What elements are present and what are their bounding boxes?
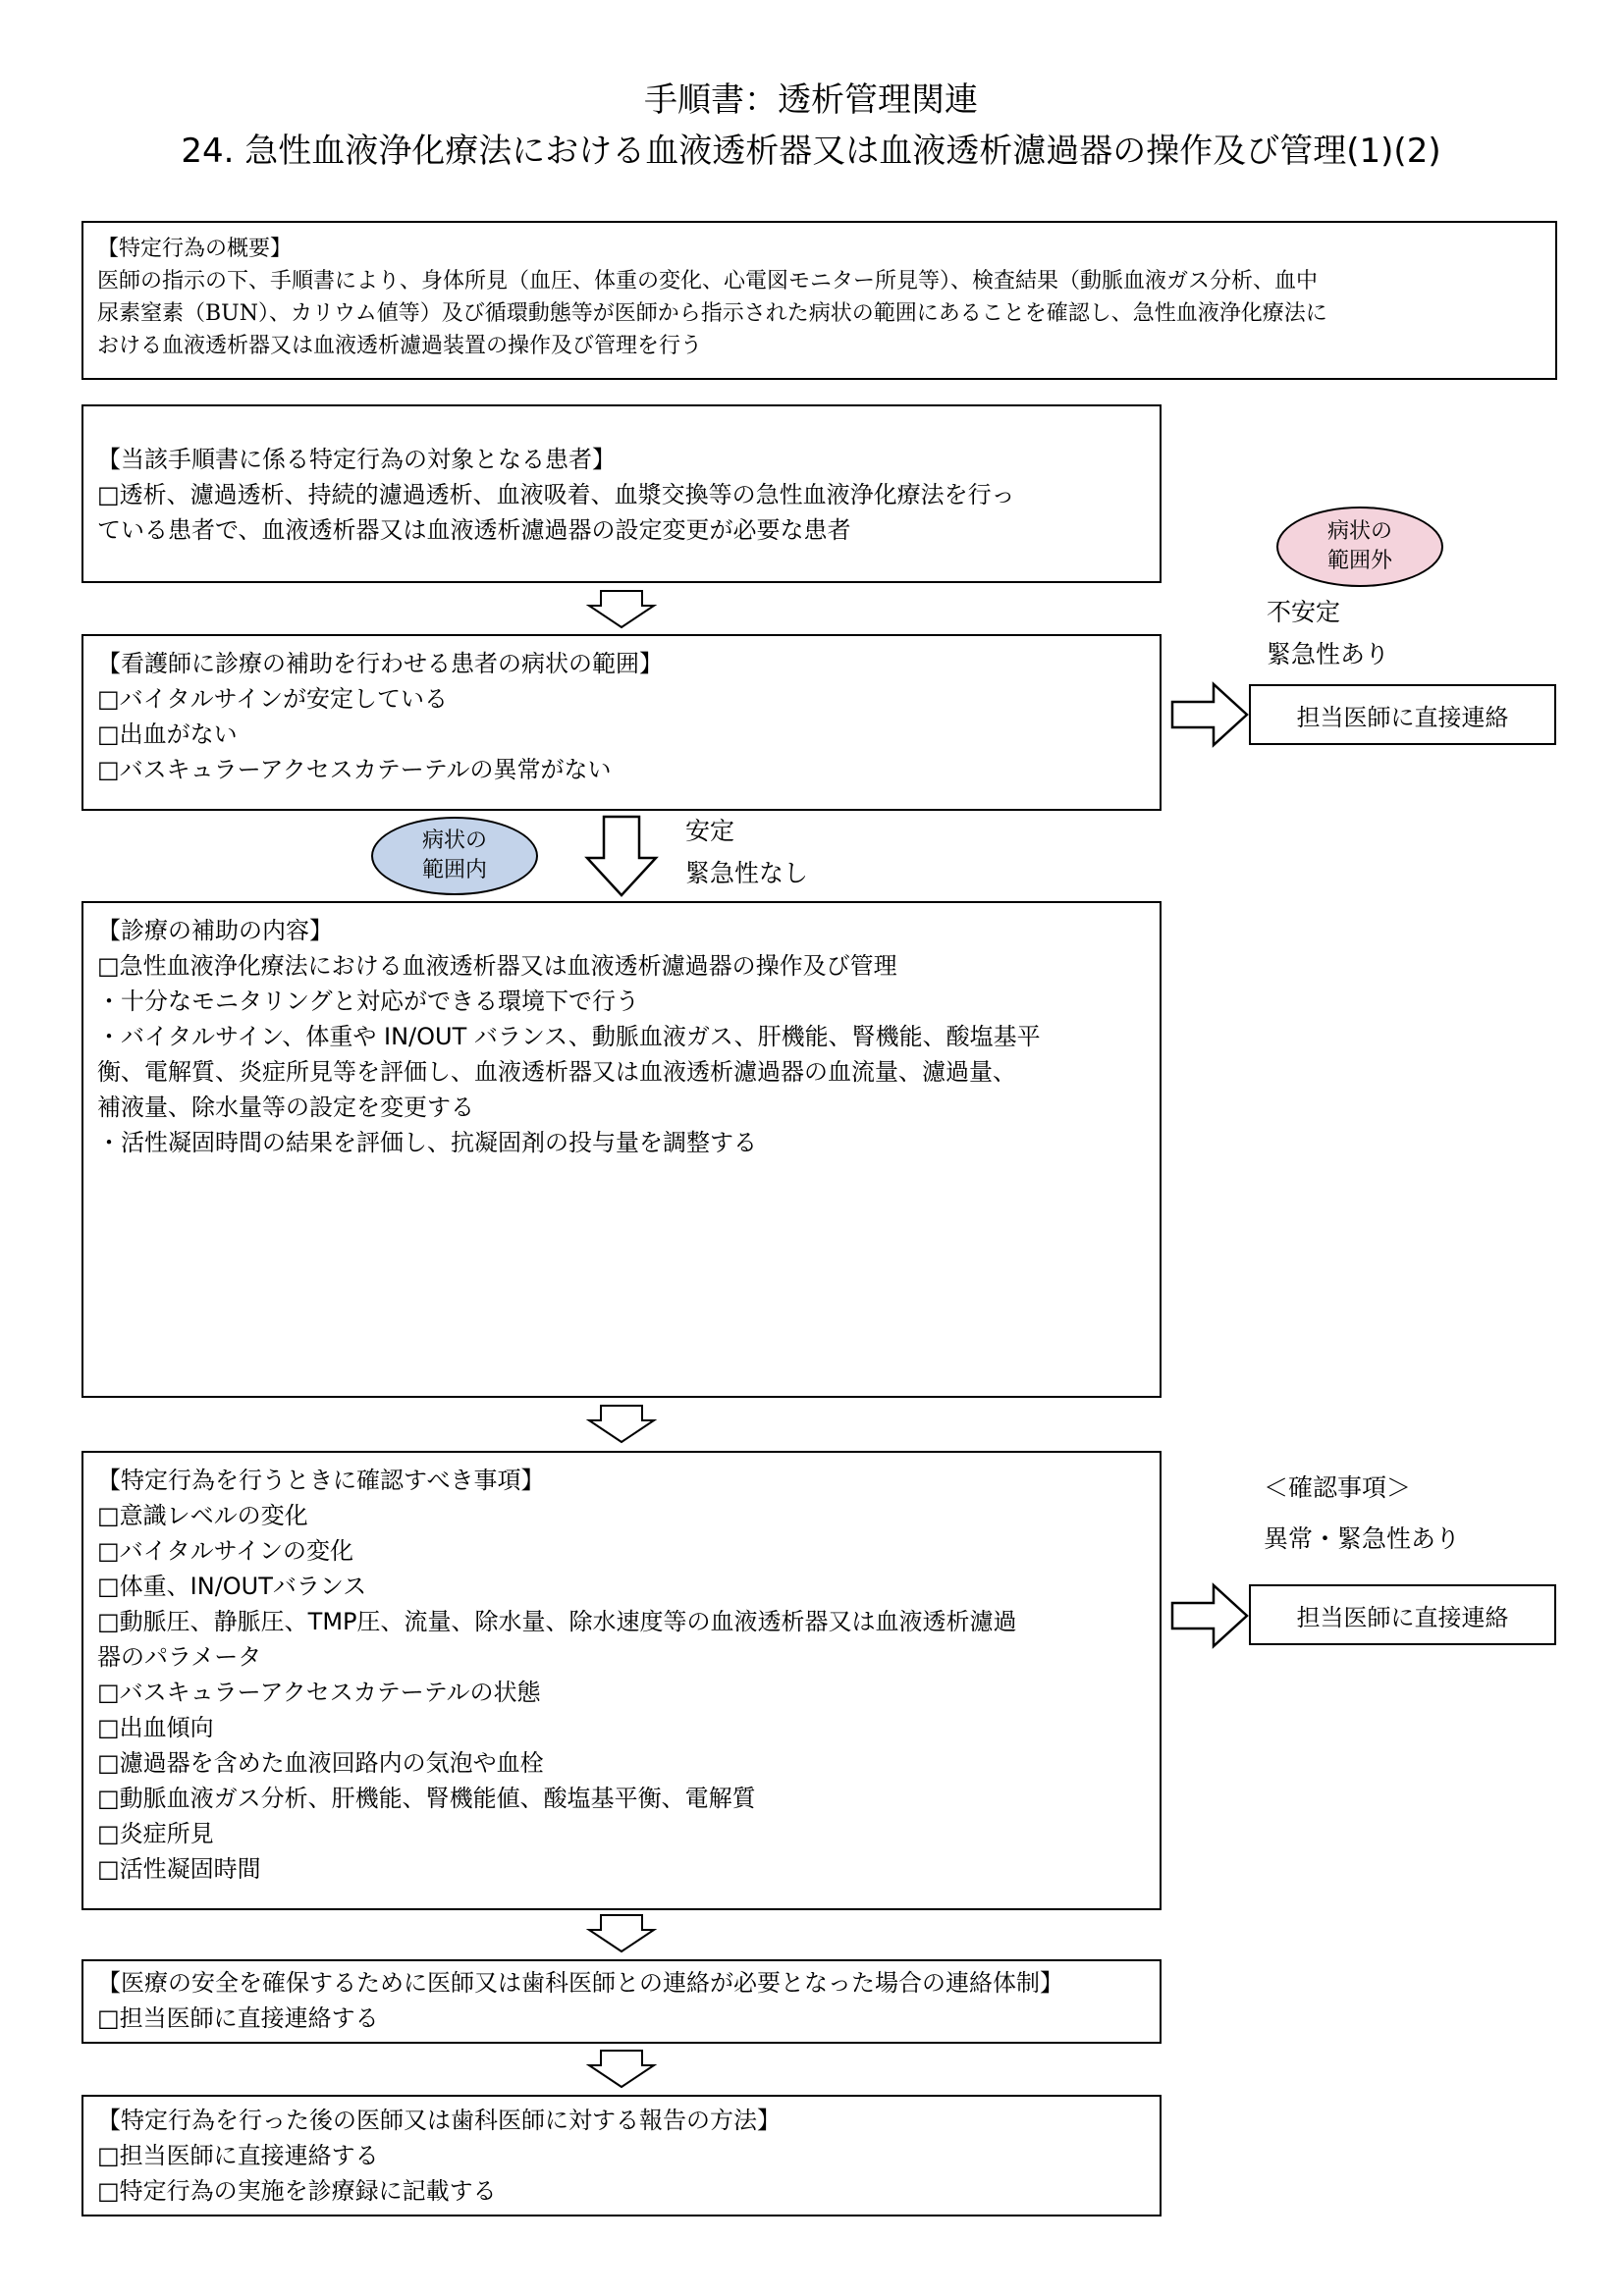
out-of-range-oval-line: 範囲外 <box>1326 549 1392 573</box>
in-range-oval <box>371 817 538 895</box>
target-patients-line: □透析、濾過透析、持続的濾過透析、血液吸着、血漿交換等の急性血液浄化療法を行っ <box>97 481 1015 508</box>
condition-range-box <box>81 634 1162 811</box>
down-arrow-icon <box>587 2050 656 2089</box>
out-of-range-oval-line: 病状の <box>1326 519 1392 544</box>
assist-content-line: □急性血液浄化療法における血液透析器又は血液透析濾過器の操作及び管理 <box>97 952 897 980</box>
condition-range-heading: 【看護師に診療の補助を行わせる患者の病状の範囲】 <box>97 650 663 677</box>
checks-line: □体重、IN/OUTバランス <box>97 1573 367 1600</box>
down-arrow-icon <box>587 1914 656 1953</box>
assist-content-box <box>81 901 1162 1398</box>
out-of-range-note: 緊急性あり <box>1267 640 1390 668</box>
checks-line: □バスキュラーアクセスカテーテルの状態 <box>97 1679 541 1706</box>
right-arrow-icon <box>1170 1581 1249 1650</box>
contact-system-box <box>81 1959 1162 2044</box>
overview-box <box>81 221 1557 380</box>
in-range-note: 緊急性なし <box>685 859 809 887</box>
checks-line: □濾過器を含めた血液回路内の気泡や血栓 <box>97 1749 544 1777</box>
contact-doctor-box: 担当医師に直接連絡 <box>1249 1584 1556 1645</box>
checks-line: 器のパラメータ <box>97 1643 262 1671</box>
checks-line: □活性凝固時間 <box>97 1855 261 1883</box>
condition-range-line: □バイタルサインが安定している <box>97 685 448 713</box>
assist-content-line: 補液量、除水量等の設定を変更する <box>97 1094 474 1121</box>
checks-line: □炎症所見 <box>97 1820 214 1847</box>
assist-content-line: ・バイタルサイン、体重や IN/OUT バランス、動脈血液ガス、肝機能、腎機能、酸塩基平 <box>97 1023 1041 1050</box>
condition-range-line: □バスキュラーアクセスカテーテルの異常がない <box>97 756 612 783</box>
target-patients-heading: 【当該手順書に係る特定行為の対象となる患者】 <box>97 446 616 473</box>
down-arrow-icon <box>587 590 656 629</box>
out-of-range-note: 不安定 <box>1267 598 1341 626</box>
contact-doctor-box: 担当医師に直接連絡 <box>1249 684 1556 745</box>
checks-box <box>81 1451 1162 1910</box>
target-patients-box <box>81 404 1162 583</box>
checks-line: □出血傾向 <box>97 1714 214 1741</box>
down-arrow-icon <box>585 815 658 897</box>
out-of-range-oval <box>1276 507 1443 587</box>
checks-line: □動脈圧、静脈圧、TMP圧、流量、除水量、除水速度等の血液透析器又は血液透析濾過 <box>97 1608 1017 1635</box>
assist-content-heading: 【診療の補助の内容】 <box>97 917 333 944</box>
report-line: □特定行為の実施を診療録に記載する <box>97 2177 497 2205</box>
down-arrow-icon <box>587 1405 656 1444</box>
overview-line: おける血液透析器又は血液透析濾過装置の操作及び管理を行う <box>97 334 703 358</box>
overview-heading: 【特定行為の概要】 <box>97 237 293 261</box>
assist-content-line: ・活性凝固時間の結果を評価し、抗凝固剤の投与量を調整する <box>97 1129 757 1156</box>
check-side-note: 異常・緊急性あり <box>1264 1524 1461 1553</box>
overview-line: 医師の指示の下、手順書により、身体所見（血圧、体重の変化、心電図モニター所見等）、検査結果（動脈血液ガス分析、血中 <box>97 269 1319 294</box>
report-box <box>81 2095 1162 2216</box>
checks-line: □動脈血液ガス分析、肝機能、腎機能値、酸塩基平衡、電解質 <box>97 1785 756 1812</box>
in-range-note: 安定 <box>685 817 735 845</box>
in-range-oval-line: 範囲内 <box>421 858 487 882</box>
in-range-oval-line: 病状の <box>421 828 487 853</box>
report-heading: 【特定行為を行った後の医師又は歯科医師に対する報告の方法】 <box>97 2107 781 2134</box>
checks-line: □意識レベルの変化 <box>97 1502 308 1529</box>
target-patients-line: ている患者で、血液透析器又は血液透析濾過器の設定変更が必要な患者 <box>97 516 851 544</box>
assist-content-line: 衡、電解質、炎症所見等を評価し、血液透析器又は血液透析濾過器の血流量、濾過量、 <box>97 1058 1016 1086</box>
right-arrow-icon <box>1170 680 1249 749</box>
report-line: □担当医師に直接連絡する <box>97 2142 379 2169</box>
page-title: 手順書：透析管理関連 <box>644 80 978 120</box>
contact-system-line: □担当医師に直接連絡する <box>97 2004 379 2032</box>
condition-range-line: □出血がない <box>97 721 238 748</box>
checks-line: □バイタルサインの変化 <box>97 1537 353 1565</box>
page-subtitle: 24. 急性血液浄化療法における血液透析器又は血液透析濾過器の操作及び管理(1)(2) <box>181 132 1441 171</box>
checks-heading: 【特定行為を行うときに確認すべき事項】 <box>97 1467 545 1494</box>
overview-line: 尿素窒素（BUN）、カリウム値等）及び循環動態等が医師から指示された病状の範囲にあることを確認し、急性血液浄化療法に <box>97 301 1327 326</box>
contact-system-heading: 【医療の安全を確保するために医師又は歯科医師との連絡が必要となった場合の連絡体制】 <box>97 1969 1063 1997</box>
assist-content-line: ・十分なモニタリングと対応ができる環境下で行う <box>97 988 639 1015</box>
check-side-label: ＜確認事項＞ <box>1264 1473 1412 1502</box>
